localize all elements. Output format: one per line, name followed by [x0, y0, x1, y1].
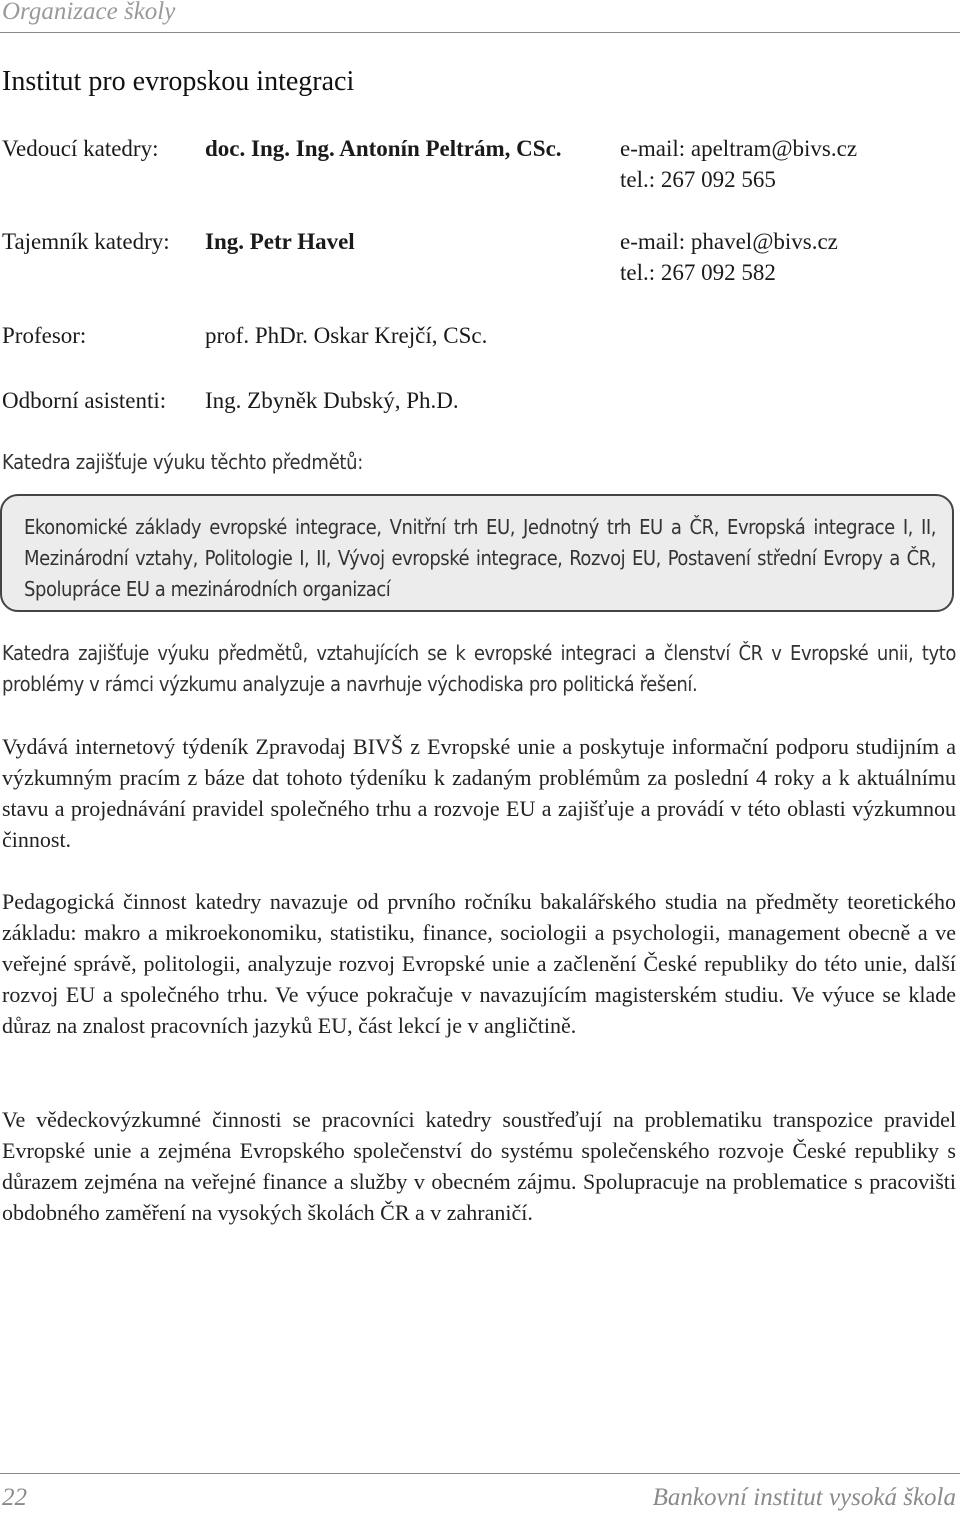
footer-title: Bankovní institut vysoká škola [652, 1484, 956, 1511]
paragraph-newsletter: Vydává internetový týdeník Zpravodaj BIVŠ z Evropské unie a poskytuje informační podporu studijním a výzkumným pracím z báze dat tohoto týdeníku k zadaným problémům za poslední 4 roky a k aktuálnímu stavu a projednávání pravidel společného trhu a rozvoje EU a zajišťuje a provádí v této oblasti výzkumnou činnost. [2, 734, 956, 852]
staff-contact [620, 133, 857, 195]
paragraph-scope: Katedra zajišťuje výuku předmětů, vztahujících se k evropské integraci a členství ČR v Evropské unii, tyto problémy v rámci výzkumu analyzuje a navrhuje východiska pro politická řešení. [2, 641, 956, 696]
subjects-list-text: Ekonomické základy evropské integrace, Vnitřní trh EU, Jednotný trh EU a ČR, Evropská integrace I, II, Mezinárodní vztahy, Politologie I, II, Vývoj evropské integrace, Rozvoj EU, Postavení střední Evropy a ČR, Spolupráce EU a mezinárodních organizací [24, 515, 936, 601]
header-title: Organizace školy [2, 0, 176, 25]
paragraph-teaching: Pedagogická činnost katedry navazuje od prvního ročníku bakalářského studia na předměty teoretického základu: makro a mikroekonomiku, statistiku, finance, sociologii a psychologii, management obecně a ve veřejné správě, politologii, analyzuje rozvoj Evropské unie a začlenění České republiky do této unie, další rozvoj EU a společného trhu. Ve výuce pokračuje v navazujícím magisterském studiu. Ve výuce se klade důraz na znalost pracovních jazyků EU, část lekcí je v angličtině. [2, 889, 956, 1038]
staff-email: e-mail: phavel@bivs.cz [620, 229, 838, 254]
staff-label: Vedoucí katedry: [2, 136, 159, 161]
staff-name: Ing. Petr Havel [205, 229, 355, 254]
staff-name: prof. PhDr. Oskar Krejčí, CSc. [205, 323, 488, 348]
staff-name: Ing. Zbyněk Dubský, Ph.D. [205, 388, 459, 413]
staff-label: Tajemník katedry: [2, 229, 170, 254]
staff-contact [620, 226, 838, 288]
staff-email: e-mail: apeltram@bivs.cz [620, 136, 858, 161]
footer-divider [0, 1473, 960, 1474]
staff-label: Profesor: [2, 323, 87, 348]
staff-phone: tel.: 267 092 582 [620, 260, 776, 285]
staff-phone: tel.: 267 092 565 [620, 167, 776, 192]
staff-name: doc. Ing. Ing. Antonín Peltrám, CSc. [205, 136, 562, 161]
subjects-box [0, 494, 954, 612]
subjects-intro: Katedra zajišťuje výuku těchto předmětů: [2, 450, 364, 474]
paragraph-research: Ve vědeckovýzkumné činnosti se pracovníci katedry soustřeďují na problematiku transpozice pravidel Evropské unie a zejména Evropského společenství do systému společenského rozvoje České republiky s důrazem zejména na veřejné finance a služby v obecném zájmu. Spolupracuje na problematice s pracovišti obdobného zaměření na vysokých školách ČR a v zahraničí. [2, 1107, 956, 1225]
page-number: 22 [2, 1484, 27, 1511]
header-divider [0, 32, 960, 33]
staff-label: Odborní asistenti: [2, 388, 167, 413]
page-title: Institut pro evropskou integraci [2, 66, 355, 97]
